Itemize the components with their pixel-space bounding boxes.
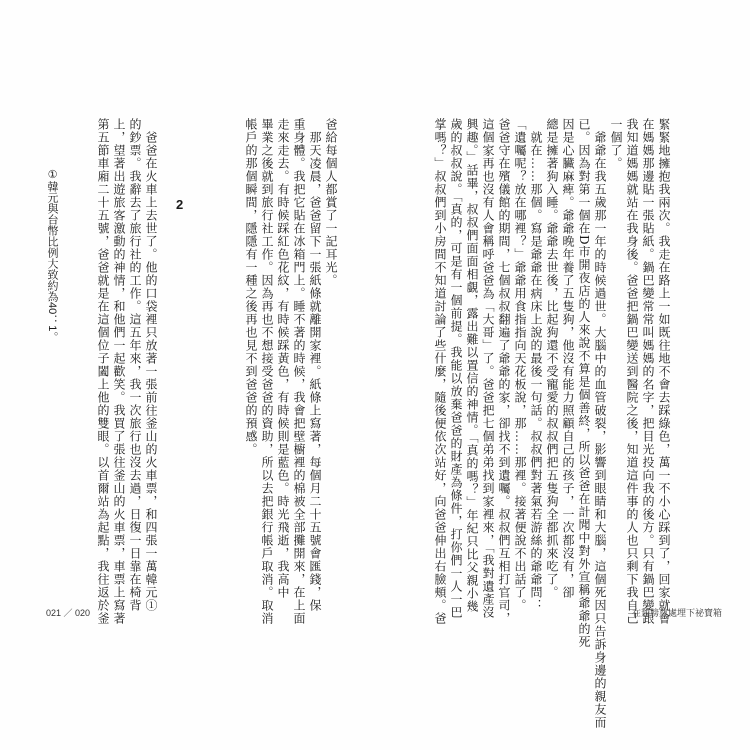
left-col-9: 爸爸在火車上去世了。他的口袋裡只放著一張前往釜山的火車票，和四張一萬韓元① bbox=[144, 118, 158, 612]
running-title-right: 在翅膀尊處埋下祕寶箱 bbox=[632, 608, 723, 618]
right-col-15: 掌嗎？」叔叔們到小房間不知道討論了些什麼，隨後便依次站好，向爸爸伸出右臉頰。爸 bbox=[433, 118, 447, 625]
right-col-2: 在媽媽那邊貼一張貼紙。鍋巴變常常叫媽媽的名字，把目光投向我的後方。只有鍋巴變跟 bbox=[641, 118, 655, 625]
left-col-4: 走來走去。有時候踩紅色花紋，有時候踩黃色，有時候則是藍色。時光飛逝，我高中 bbox=[276, 118, 290, 599]
left-col-10: 的鈔票。我辭去了旅行社的工作。這五年來，我一次旅行也沒去過，日復一日靠在椅背 bbox=[128, 118, 142, 612]
right-col-5: 爺爺在我五歲那一年的時候過世。大腦中的血管破裂，影響到眼睛和大腦，這個死因只告訴身邊的親友而 bbox=[593, 118, 607, 729]
right-col-6: 已。因為對第一個在D市開夜店的人來說不算是個善終，所以爸爸在計聞中對外宣稱爺爺的死 bbox=[577, 118, 591, 649]
right-col-1: 緊緊地擁抱我兩次。我走在路上一如既往地不會去踩綠色，萬一不小心踩到了，回家就會 bbox=[657, 118, 671, 625]
left-col-5: 畢業之後就到旅行社工作。因為再也不想接受爸爸的資助，所以去把銀行帳戶取消。取消 bbox=[260, 118, 274, 625]
left-col-12: 第五節車廂二十五號，爸爸就是在這個位子闔上他的雙眼。以首爾站為起點，我往返於釜 bbox=[96, 118, 110, 625]
right-col-7: 因是心臟麻痺。爺爺晚年養了五隻狗，他沒有能力照顧自己的孩子，一次都沒有，卻 bbox=[561, 118, 575, 599]
left-col-11: 上，望著出遊旅客激動的神情，和他們一起歡笑。我買了張往釜山的火車票，車票上寫著 bbox=[112, 118, 126, 625]
left-col-6: 帳戶的那個瞬間，隱隱有一種之後再也見不到爸爸的預感。 bbox=[244, 118, 258, 456]
right-col-12: 這個家再也沒有人會稱呼爸爸為「大哥」了。爸爸把七個弟弟找到家裡來，「我對遺產沒 bbox=[481, 118, 495, 619]
left-col-3: 重身體。我把它貼在冰箱門上。睡不著的時候，我會把壁櫥裡的棉被全部攤開來，在上面 bbox=[292, 118, 306, 625]
right-col-11: 爸爸守在殯儀館的期間，七個叔叔翻遍了爺爺的家，卻找不到遺囑。叔叔們互相打官司， bbox=[497, 118, 511, 625]
section-number: 2 bbox=[176, 197, 184, 212]
right-col-8: 總是擁著狗入睡。爺爺去世後，比起狗還不受寵愛的叔叔們把五隻狗全都抓來吃了。 bbox=[545, 118, 559, 599]
right-col-3: 我知道媽媽就站在我身後。爸爸把鍋巴變送到醫院之後，知道這件事的人也只剩下我自己 bbox=[625, 118, 639, 625]
right-col-14: 歲的叔叔說。「真的，可是有一個前提。我能以放棄爸爸的財產為條件，打你們一人一巴 bbox=[449, 118, 463, 619]
right-col-4: 一個了。 bbox=[609, 118, 623, 170]
right-col-13: 興趣。」話畢，叔叔們面面相覷，露出難以置信的神情。「真的嗎？」年紀只比父親小幾 bbox=[465, 118, 479, 613]
footnote: ①韓元與台幣比例大致約為40：1。 bbox=[46, 168, 58, 343]
left-col-2: 那天凌晨，爸爸留下一張紙條就離開家裡。紙條上寫著，每個月二十五號會匯錢，保 bbox=[308, 118, 322, 612]
left-col-1: 爸給每個人都賞了一記耳光。 bbox=[324, 118, 338, 287]
right-col-10: 「遺囑呢？放在哪裡？」爺爺用食指指向天花板說，那……那裡。接著便說不出話了。 bbox=[513, 118, 527, 612]
right-col-9: 就在……那個。寫是爺爺在病床上說的最後一句話。叔叔們對著氣若游絲的爺爺問： bbox=[529, 118, 543, 612]
page-number-left: 021 ／ 020 bbox=[46, 608, 91, 618]
